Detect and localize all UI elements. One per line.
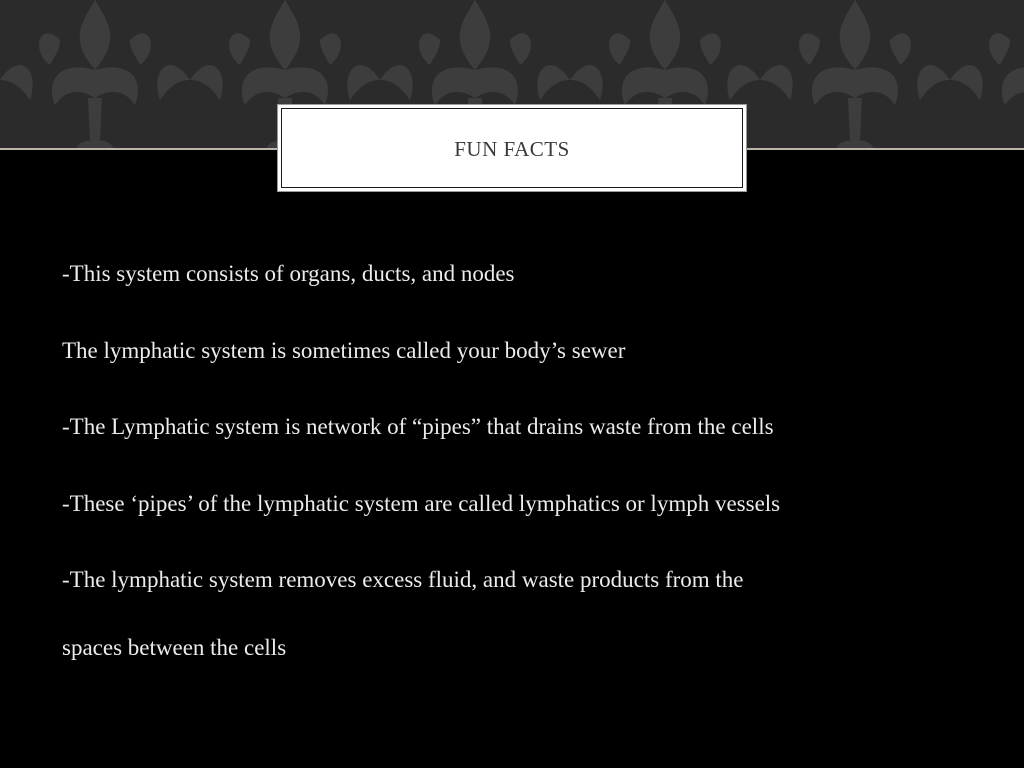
body-line-6: spaces between the cells [62, 635, 287, 660]
body-line-2: The lymphatic system is sometimes called your body’s sewer [62, 337, 626, 363]
body-line-1: -This system consists of organs, ducts, and nodes [62, 261, 515, 286]
body-line-5: -The lymphatic system removes excess fluid, and waste products from the [62, 567, 744, 592]
title-box-frame [281, 108, 743, 188]
body-line-3: -The Lymphatic system is network of “pipes” that drains waste from the cells [62, 414, 774, 439]
slide-body [62, 256, 982, 707]
title-box [277, 104, 747, 192]
slide-title: FUN FACTS [454, 136, 570, 161]
body-line-4: -These ‘pipes’ of the lymphatic system are called lymphatics or lymph vessels [62, 490, 781, 516]
